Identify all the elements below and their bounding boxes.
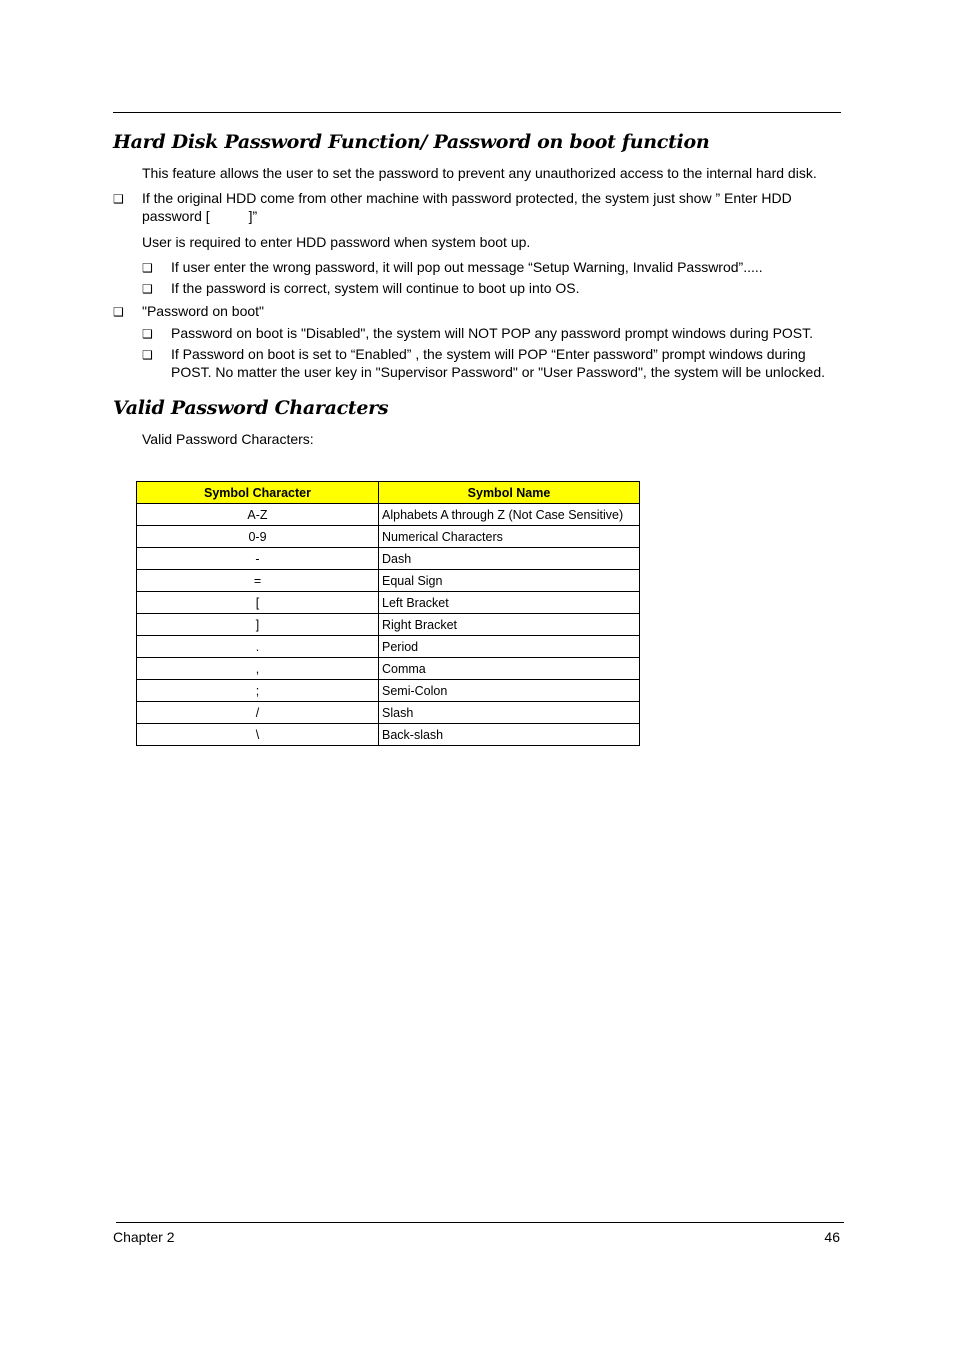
sub-bullet-disabled: Password on boot is "Disabled", the system will NOT POP any password prompt windows during POST. xyxy=(171,325,814,341)
table-row xyxy=(137,570,640,592)
table-row xyxy=(137,680,640,702)
symbol-character-cell: . xyxy=(137,636,379,658)
table-row xyxy=(137,548,640,570)
symbol-character-cell: [ xyxy=(137,592,379,614)
bullet-hdd-line1: If the original HDD come from other machine with password protected, the system just show ” Enter HDD xyxy=(142,190,792,206)
bullet-icon: ❑ xyxy=(142,261,153,275)
symbol-character-cell: - xyxy=(137,548,379,570)
symbol-name-cell: Back-slash xyxy=(379,724,640,746)
bullet-hdd-line2: password [ ]” xyxy=(142,208,258,224)
symbol-name-cell: Alphabets A through Z (Not Case Sensitive) xyxy=(379,504,640,526)
sub-bullet-enabled-line1: If Password on boot is set to “Enabled” , the system will POP “Enter password” prompt windows during xyxy=(171,346,806,362)
column-header-symbol-character: Symbol Character xyxy=(137,482,379,504)
symbol-name-cell: Left Bracket xyxy=(379,592,640,614)
symbol-character-cell: / xyxy=(137,702,379,724)
intro-paragraph: This feature allows the user to set the password to prevent any unauthorized access to the internal hard disk. xyxy=(142,165,817,181)
symbol-name-cell: Equal Sign xyxy=(379,570,640,592)
bullet-icon: ❑ xyxy=(142,282,153,296)
bullet-icon: ❑ xyxy=(142,327,153,341)
symbol-character-cell: \ xyxy=(137,724,379,746)
bullet-icon: ❑ xyxy=(113,192,124,206)
footer-chapter: Chapter 2 xyxy=(113,1229,175,1245)
symbol-name-cell: Slash xyxy=(379,702,640,724)
table-row xyxy=(137,702,640,724)
section-heading-valid-characters: Valid Password Characters xyxy=(113,397,389,419)
symbol-character-cell: = xyxy=(137,570,379,592)
header-rule xyxy=(113,112,841,113)
sub-bullet-enabled-line2: POST. No matter the user key in "Supervisor Password" or "User Password", the system will be unlocked. xyxy=(171,364,826,380)
bullet-password-on-boot: "Password on boot" xyxy=(142,303,265,319)
table-row xyxy=(137,504,640,526)
symbol-name-cell: Comma xyxy=(379,658,640,680)
footer-page-number: 46 xyxy=(824,1229,840,1245)
bullet-icon: ❑ xyxy=(142,348,153,362)
bullet-icon: ❑ xyxy=(113,305,124,319)
symbol-character-cell: 0-9 xyxy=(137,526,379,548)
table-row xyxy=(137,526,640,548)
footer-rule xyxy=(116,1222,844,1223)
valid-characters-table xyxy=(136,481,640,746)
symbol-name-cell: Semi-Colon xyxy=(379,680,640,702)
sub-bullet-correct-password: If the password is correct, system will continue to boot up into OS. xyxy=(171,280,580,296)
symbol-name-cell: Right Bracket xyxy=(379,614,640,636)
sub-intro-paragraph: User is required to enter HDD password when system boot up. xyxy=(142,234,531,250)
symbol-name-cell: Dash xyxy=(379,548,640,570)
table-row xyxy=(137,636,640,658)
table-row xyxy=(137,658,640,680)
symbol-name-cell: Numerical Characters xyxy=(379,526,640,548)
symbol-character-cell: ; xyxy=(137,680,379,702)
symbol-character-cell: A-Z xyxy=(137,504,379,526)
table-row xyxy=(137,724,640,746)
table-header-row xyxy=(137,482,640,504)
symbol-character-cell: , xyxy=(137,658,379,680)
column-header-symbol-name: Symbol Name xyxy=(379,482,640,504)
table-row xyxy=(137,592,640,614)
symbol-character-cell: ] xyxy=(137,614,379,636)
sub-bullet-wrong-password: If user enter the wrong password, it will pop out message “Setup Warning, Invalid Passwrod”..... xyxy=(171,259,763,275)
symbol-name-cell: Period xyxy=(379,636,640,658)
valid-characters-intro: Valid Password Characters: xyxy=(142,431,314,447)
section-heading-hdd-password: Hard Disk Password Function/ Password on boot function xyxy=(113,131,710,153)
table-row xyxy=(137,614,640,636)
